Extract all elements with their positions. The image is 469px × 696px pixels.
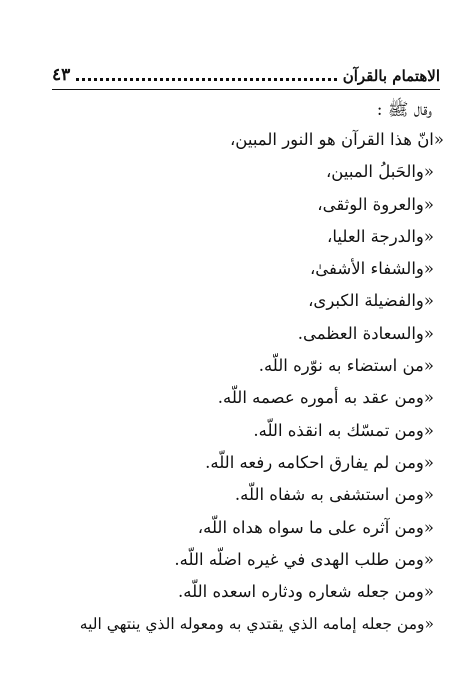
text-line: «ومن جعله إمامه الذي يقتدي به ومعوله الذي ينتهي اليه	[79, 615, 434, 634]
running-header	[52, 58, 440, 84]
page-number: ٤٣	[52, 65, 71, 85]
leader-dots	[76, 78, 336, 81]
text-line: «ومن لم يفارق احكامه رفعه اللّه.	[205, 452, 434, 472]
intro-line: وقال ﷺ :	[376, 100, 432, 120]
text-line: «انّ هذا القرآن هو النور المبين،	[229, 130, 444, 149]
running-title: الاهتمام بالقرآن	[342, 67, 440, 85]
page-body	[52, 96, 444, 641]
text-line: «والفضيلة الكبرى،	[308, 291, 434, 311]
text-line: «والحَبلُ المبين،	[325, 162, 434, 182]
text-line: «والدرجة العليا،	[327, 226, 434, 246]
text-line: «ومن جعله شعاره ودثاره اسعده اللّه.	[178, 582, 434, 602]
text-line: «من استضاء به نوّره اللّه.	[258, 356, 434, 376]
text-line: «ومن تمسّك به انقذه اللّه.	[253, 420, 434, 440]
text-line: «ومن عقد به أموره عصمه اللّه.	[217, 388, 434, 408]
header-rule	[52, 89, 440, 90]
text-line: «ومن استشفى به شفاه اللّه.	[234, 485, 434, 505]
text-line: «ومن آثره على ما سواه هداه اللّه،	[197, 517, 434, 537]
text-line: «والسعادة العظمى.	[297, 323, 434, 343]
text-line: «والعروة الوثقى،	[317, 194, 434, 214]
text-line: «ومن طلب الهدى في غيره اضلّه اللّه.	[174, 549, 434, 569]
text-line: «والشفاء الأشفىٰ،	[309, 259, 434, 279]
